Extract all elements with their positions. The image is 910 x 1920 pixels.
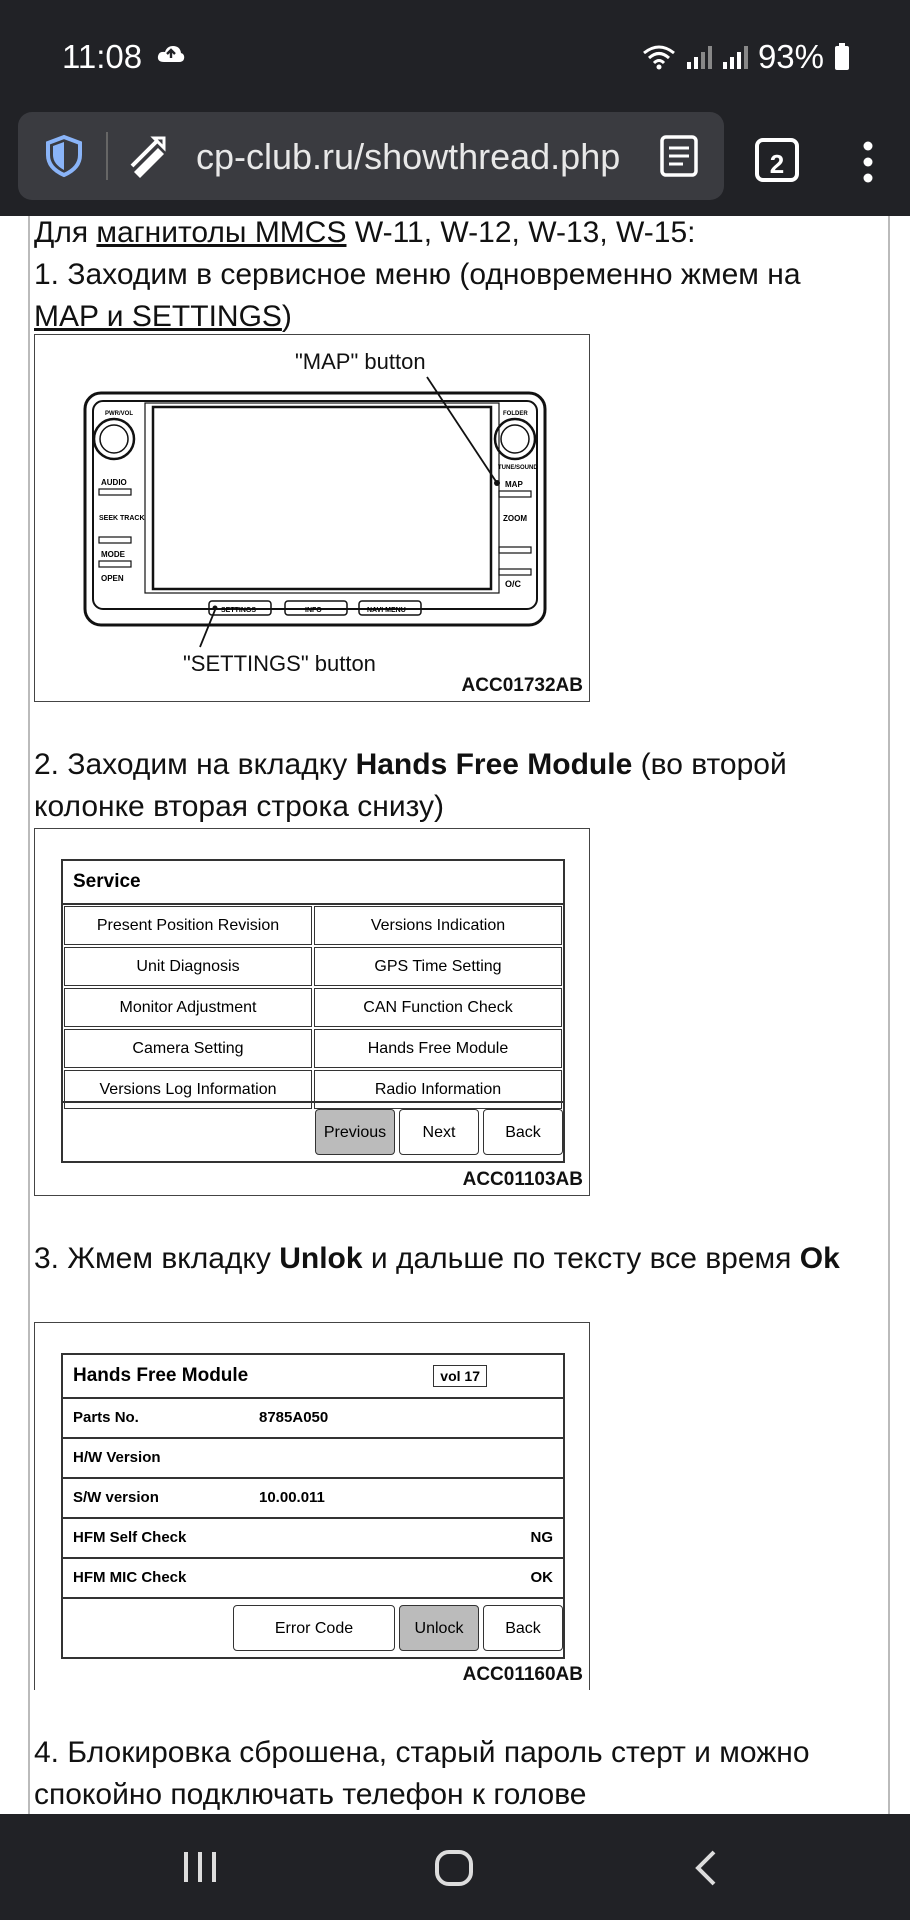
status-right	[642, 38, 850, 76]
signal-icon-1	[686, 44, 712, 70]
divider	[106, 132, 108, 180]
service-screen	[61, 859, 565, 1163]
head-unit-diagram	[35, 335, 588, 699]
step3-mid: и дальше по тексту все время	[362, 1242, 800, 1275]
browser-toolbar	[0, 110, 910, 216]
reader-mode-icon[interactable]	[658, 134, 700, 178]
svg-text:ZOOM: ZOOM	[503, 514, 527, 523]
figure-hands-free-module	[34, 1322, 590, 1690]
row-key: S/W version	[73, 1489, 159, 1506]
step3-bold: Unlok	[279, 1242, 363, 1275]
back-icon[interactable]	[692, 1850, 718, 1886]
svg-text:AUDIO: AUDIO	[101, 478, 127, 487]
row-key: Parts No.	[73, 1409, 139, 1426]
intro-prefix: Для	[34, 216, 97, 249]
svg-text:TUNE/SOUND: TUNE/SOUND	[498, 465, 538, 471]
service-grid	[63, 905, 563, 1110]
step3-bold2: Ok	[799, 1242, 840, 1275]
error-code-button[interactable]: Error Code	[233, 1605, 395, 1651]
figure-code: ACC01103AB	[462, 1169, 583, 1190]
step2-prefix: 2. Заходим на вкладку	[34, 748, 356, 781]
vol-indicator: vol 17	[433, 1365, 487, 1387]
svg-text:SEEK TRACK: SEEK TRACK	[99, 515, 145, 522]
tab-switcher-button[interactable]: 2	[755, 138, 799, 182]
svg-text:MAP: MAP	[505, 480, 523, 489]
hfm-row-self-check	[63, 1517, 563, 1557]
svg-text:O/C: O/C	[505, 579, 522, 589]
menu-monitor-adjustment[interactable]: Monitor Adjustment	[64, 988, 312, 1027]
svg-text:INFO: INFO	[305, 607, 322, 614]
home-icon[interactable]	[434, 1850, 474, 1886]
map-button-callout: "MAP" button	[295, 349, 426, 374]
step3-prefix: 3. Жмем вкладку	[34, 1242, 280, 1275]
svg-text:FOLDER: FOLDER	[503, 411, 528, 417]
battery-percent: 93%	[757, 38, 824, 75]
row-status: OK	[530, 1569, 553, 1586]
menu-versions-indication[interactable]: Versions Indication	[314, 906, 562, 945]
hfm-screen	[61, 1353, 565, 1659]
menu-camera-setting[interactable]: Camera Setting	[64, 1029, 312, 1068]
row-key: HFM Self Check	[73, 1529, 187, 1546]
svg-text:OPEN: OPEN	[101, 574, 124, 583]
intro-link[interactable]: магнитолы MMCS	[96, 216, 347, 249]
step1-end: )	[281, 300, 292, 333]
hfm-row-parts-no	[63, 1397, 563, 1437]
row-key: HFM MIC Check	[73, 1569, 187, 1586]
step1-text: 1. Заходим в сервисное меню (одновременно жмем на	[34, 258, 801, 291]
hfm-row-mic-check	[63, 1557, 563, 1597]
hfm-title-row	[63, 1355, 563, 1397]
hfm-row-sw-version	[63, 1477, 563, 1517]
address-bar[interactable]	[18, 112, 724, 200]
figure-code: ACC01732AB	[461, 675, 583, 696]
android-nav-bar	[0, 1814, 910, 1920]
intro-suffix: W-11, W-12, W-13, W-15:	[346, 216, 696, 249]
recents-icon[interactable]	[182, 1850, 218, 1884]
battery-icon	[834, 43, 850, 71]
hfm-title: Hands Free Module	[73, 1365, 249, 1386]
menu-versions-log-information[interactable]: Versions Log Information	[64, 1070, 312, 1109]
service-button-row	[63, 1101, 563, 1161]
back-button[interactable]: Back	[483, 1605, 563, 1651]
shield-icon[interactable]	[42, 134, 86, 178]
row-status: NG	[530, 1529, 553, 1546]
previous-button[interactable]: Previous	[315, 1109, 395, 1155]
menu-can-function-check[interactable]: CAN Function Check	[314, 988, 562, 1027]
more-menu-icon[interactable]	[862, 140, 874, 184]
figure-head-unit	[34, 334, 590, 702]
figure-code: ACC01160AB	[462, 1664, 583, 1685]
insecure-site-icon[interactable]	[128, 136, 170, 178]
row-value: 8785A050	[259, 1409, 329, 1426]
hfm-row-hw-version	[63, 1437, 563, 1477]
url-text[interactable]: cp-club.ru/showthread.php	[196, 136, 621, 177]
step3-paragraph	[34, 1238, 884, 1280]
intro-paragraph	[34, 216, 884, 254]
menu-radio-information[interactable]: Radio Information	[314, 1070, 562, 1109]
svg-text:NAVI MENU: NAVI MENU	[367, 607, 406, 614]
web-content	[0, 216, 910, 1814]
svg-text:MODE: MODE	[101, 550, 125, 559]
service-title: Service	[63, 861, 563, 905]
menu-present-position-revision[interactable]: Present Position Revision	[64, 906, 312, 945]
svg-text:PWR/VOL: PWR/VOL	[105, 411, 133, 417]
next-button[interactable]: Next	[399, 1109, 479, 1155]
step4-paragraph: 4. Блокировка сброшена, старый пароль стерт и можно спокойно подключать телефон к голове	[34, 1736, 810, 1811]
row-value: 10.00.011	[259, 1489, 325, 1506]
clock: 11:08	[62, 38, 143, 75]
step1-paragraph	[34, 254, 884, 338]
step2-paragraph	[34, 744, 884, 828]
step2-bold: Hands Free Module	[355, 748, 633, 781]
wifi-icon	[642, 44, 676, 70]
row-key: H/W Version	[73, 1449, 161, 1466]
back-button[interactable]: Back	[483, 1109, 563, 1155]
step2-suffix: (во второй колонке вторая строка снизу)	[34, 748, 787, 823]
hfm-button-row	[63, 1597, 563, 1657]
unlock-button[interactable]: Unlock	[399, 1605, 479, 1651]
signal-icon-2	[722, 44, 748, 70]
svg-text:SETTINGS: SETTINGS	[221, 607, 257, 614]
status-bar	[0, 0, 910, 110]
menu-hands-free-module[interactable]: Hands Free Module	[314, 1029, 562, 1068]
step1-link[interactable]: MAP и SETTINGS	[34, 300, 282, 333]
settings-button-callout: "SETTINGS" button	[183, 651, 376, 676]
menu-gps-time-setting[interactable]: GPS Time Setting	[314, 947, 562, 986]
menu-unit-diagnosis[interactable]: Unit Diagnosis	[64, 947, 312, 986]
cloud-sync-icon	[156, 44, 186, 64]
figure-service-menu	[34, 828, 590, 1196]
